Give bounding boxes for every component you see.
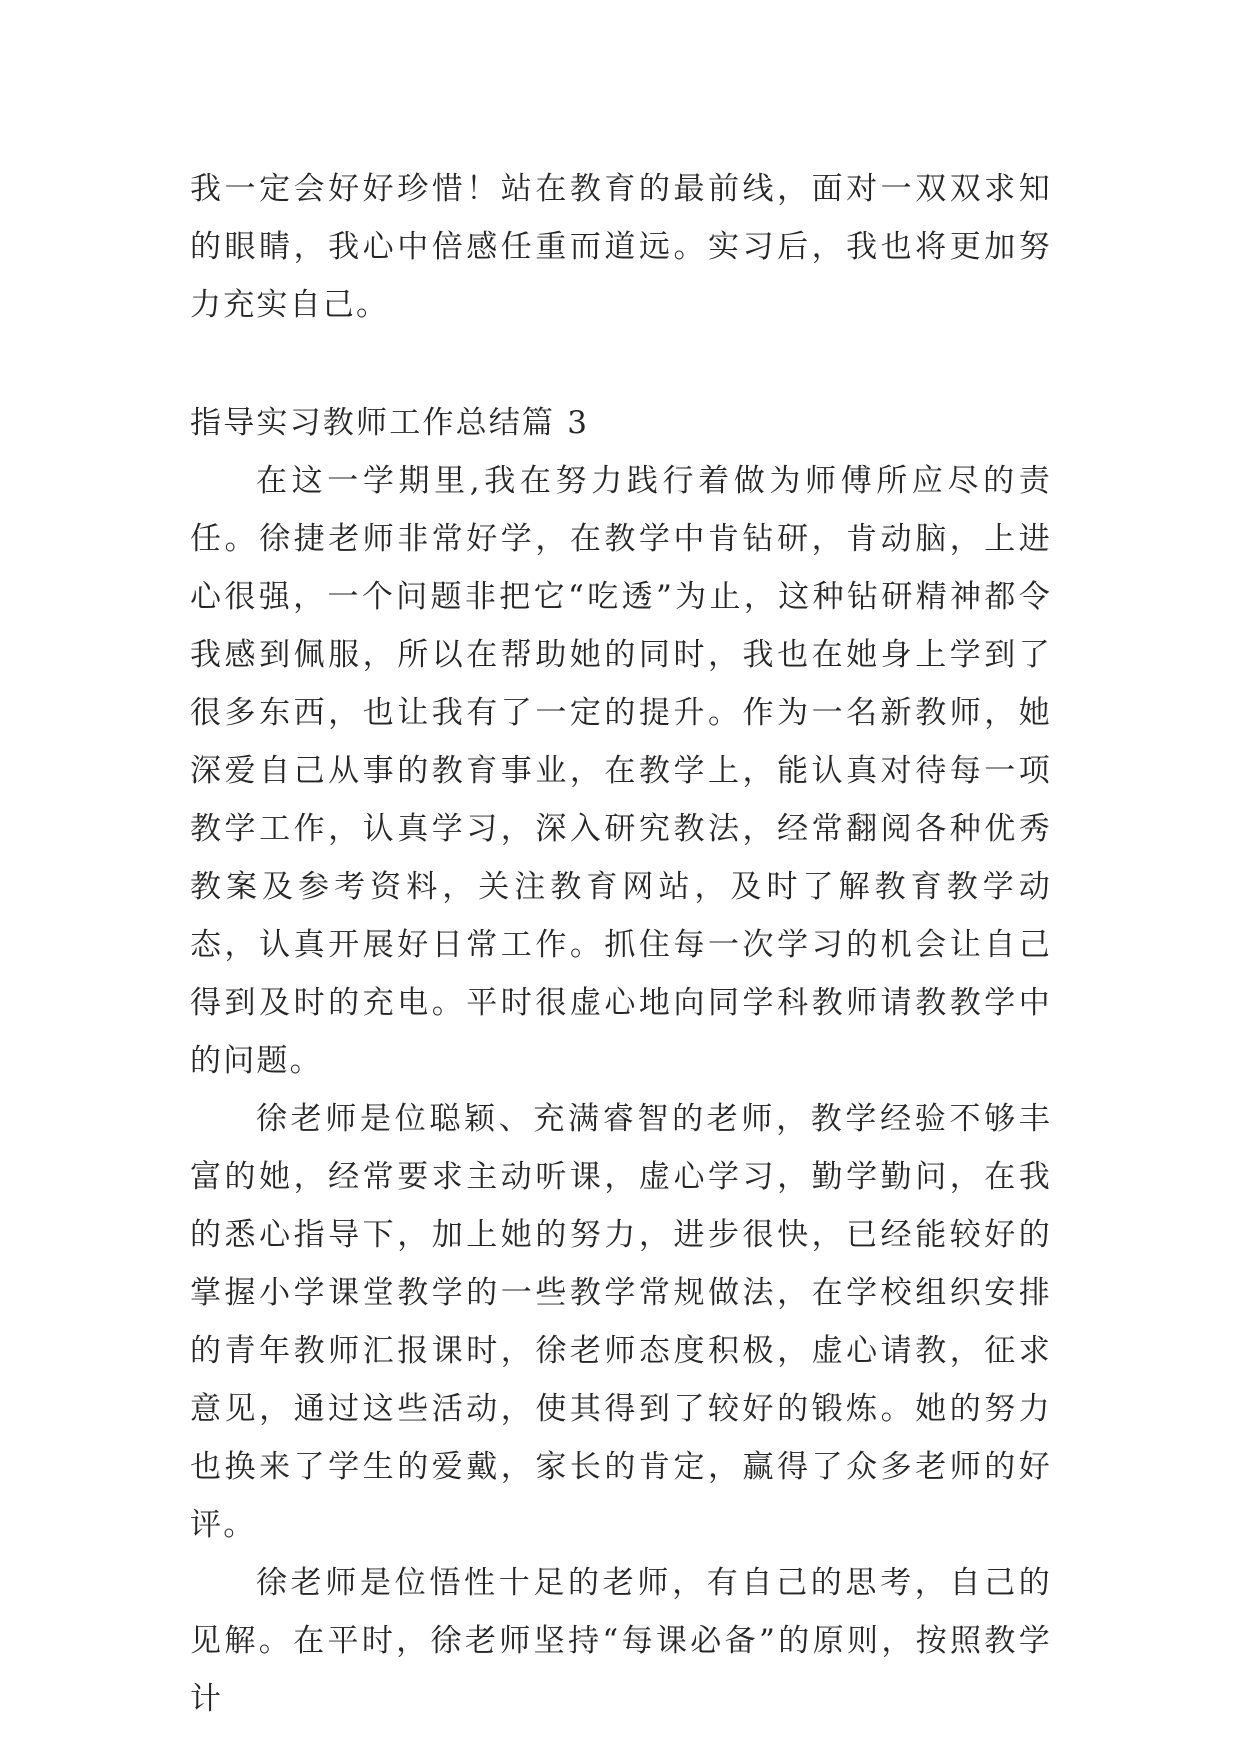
body-paragraph-3: 徐老师是位悟性十足的老师，有自己的思考，自己的见解。在平时，徐老师坚持“每课必备”的原则，按照教学计 xyxy=(190,1565,1052,1717)
body-paragraph-2: 徐老师是位聪颖、充满睿智的老师，教学经验不够丰富的她，经常要求主动听课，虚心学习，勤学勤问，在我的悉心指导下，加上她的努力，进步很快，已经能较好的掌握小学课堂教学的一些教学常规做法，在学校组织安排的青年教师汇报课时，徐老师态度积极，虚心请教，征求意见，通过这些活动，使其得到了较好的锻炼。她的努力也换来了学生的爱戴，家长的肯定，赢得了众多老师的好评。 xyxy=(190,1101,1052,1543)
body-paragraph-1: 在这一学期里,我在努力践行着做为师傅所应尽的责任。徐捷老师非常好学，在教学中肯钻研，肯动脑，上进心很强，一个问题非把它“吃透”为止，这种钻研精神都令我感到佩服，所以在帮助她的同时，我也在她身上学到了很多东西，也让我有了一定的提升。作为一名新教师，她深爱自己从事的教育事业，在教学上，能认真对待每一项教学工作，认真学习，深入研究教法，经常翻阅各种优秀教案及参考资料，关注教育网站，及时了解教育教学动态，认真开展好日常工作。抓住每一次学习的机会让自己得到及时的充电。平时很虚心地向同学科教师请教教学中的问题。 xyxy=(190,463,1052,1079)
document-body xyxy=(190,160,1052,1728)
intro-paragraph: 我一定会好好珍惜！站在教育的最前线，面对一双双求知的眼睛，我心中倍感任重而道远。实习后，我也将更加努力充实自己。 xyxy=(190,171,1052,323)
section-heading: 指导实习教师工作总结篇 3 xyxy=(190,405,590,441)
